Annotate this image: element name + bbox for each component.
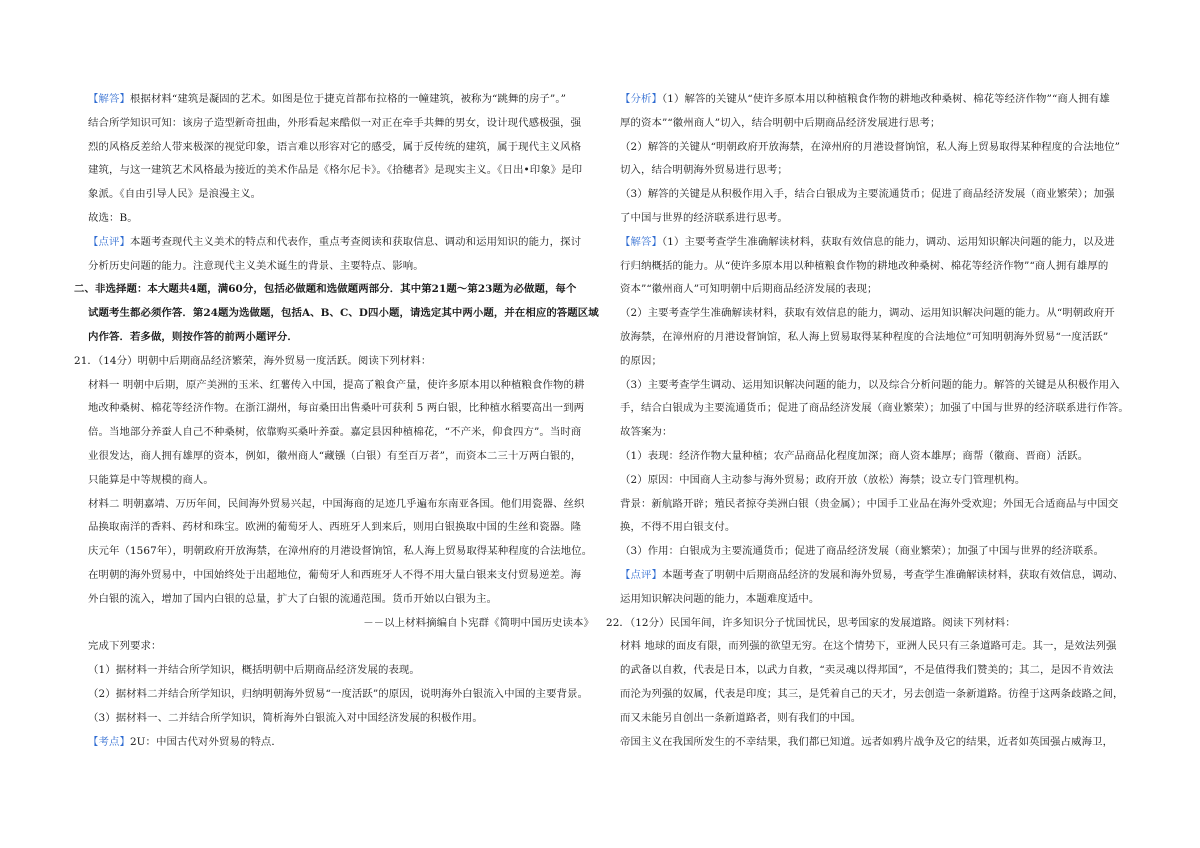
- text: （2）主要考查学生准确解读材料，获取有效信息的能力，调动、运用知识解决问题的能力。从“明朝政府开: [620, 307, 1115, 320]
- right-line-27: [620, 731, 1132, 755]
- right-line-14: [620, 421, 1132, 445]
- right-line-5: [620, 207, 1132, 231]
- q21-line-2: 地改种桑树、棉花等经济作物。在浙江湖州，每亩桑田出售桑叶可获利 5 两白银，比种植水稻要高出一到两: [88, 402, 585, 415]
- right-line-22: [606, 612, 1132, 636]
- text: 故答案为：: [620, 426, 673, 439]
- right-line-4: [620, 183, 1132, 207]
- source-line: －－以上材料摘编自卜宪群《简明中国历史读本》: [363, 616, 594, 629]
- text: 22．（12分）民国年间，许多知识分子忧国忧民，思考国家的发展道路。阅读下列材料：: [606, 616, 1016, 629]
- right-line-11: [620, 350, 1132, 374]
- text: （2）解答的关键从“明朝政府开放海禁，在漳州府的月港设督饷馆，私人海上贸易取得某种程度的合法地位”: [620, 140, 1121, 153]
- text: （3）作用：白银成为主要流通货币；促进了商品经济发展（商业繁荣）；加强了中国与世界的经济联系。: [620, 545, 1105, 558]
- right-line-19: [620, 540, 1132, 564]
- section-heading-line-2: 内作答．若多做，则按作答的前两小题评分．: [88, 330, 298, 343]
- tasks-line-0: 完成下列要求：: [88, 640, 162, 653]
- text: （1）解答的关键从“使许多原本用以种植粮食作物的耕地改种桑树、棉花等经济作物”“商人拥有雄: [661, 93, 1110, 105]
- tasks-line-3: （3）据材料一、二并结合所学知识，简析海外白银流入对中国经济发展的积极作用。: [88, 711, 483, 724]
- q21-line-5: 只能算是中等规模的商人。: [88, 473, 214, 486]
- right-line-18: [620, 516, 1132, 540]
- text: 本题考查现代主义美术的特点和代表作，重点考查阅读和获取信息、调动和运用知识的能力，探讨: [129, 235, 582, 248]
- right-line-7: [620, 255, 1132, 279]
- right-line-2: [620, 136, 1132, 160]
- right-line-1: [620, 112, 1132, 136]
- q21-line-1: 材料一 明朝中后期，原产美洲的玉米、红薯传入中国，提高了粮食产量，使许多原本用以种植粮食作物的耕: [88, 378, 585, 391]
- text: 的武备以自救，代表是日本，以武力自救，“卖灵魂以得邦国”，不是值得我们赞美的；其二，是因不肯效法: [620, 664, 1114, 677]
- right-line-23: [620, 635, 1132, 659]
- q21-line-6: 材料二 明朝嘉靖、万历年间，民间海外贸易兴起，中国海商的足迹几乎遍布东南亚各国。他们用瓷器、丝织: [88, 497, 585, 510]
- right-line-20: [620, 564, 1132, 588]
- tasks-line-2: （2）据材料二并结合所学知识，归纳明朝海外贸易“一度活跃”的原因，说明海外白银流入中国的主要背景。: [88, 687, 589, 700]
- p1-line-3: 建筑，与这一建筑艺术风格最为接近的美术作品是《格尔尼卡》。《拾穗者》是现实主义。《日出•印象》是印: [88, 164, 583, 177]
- section-heading-line-0: 二、非选择题：本大题共4题，满60分，包括必做题和选做题两部分．其中第21题～第23题为必做题，每个: [74, 283, 577, 296]
- text: 了中国与世界的经济联系进行思考。: [620, 211, 788, 224]
- text: （3）解答的关键是从积极作用入手，结合白银成为主要流通货币；促进了商品经济发展（商业繁荣）；加强: [620, 188, 1115, 201]
- text: 而又未能另自创出一条新道路者，则有我们的中国。: [620, 711, 862, 724]
- right-line-3: [620, 159, 1132, 183]
- p1-line-4: 象派。《自由引导人民》是浪漫主义。: [88, 188, 262, 201]
- p1-line-7: 分析历史问题的能力。注意现代主义美术诞生的背景、主要特点、影响。: [88, 259, 424, 272]
- kaodian-line: [88, 731, 600, 755]
- text: 放海禁，在漳州府的月港设督饷馆，私人海上贸易取得某种程度的合法地位”可知明朝海外贸易“一度活跃”: [620, 330, 1109, 343]
- text: 厚的资本”“徽州商人”切入，结合明朝中后期商品经济发展进行思考；: [620, 116, 941, 129]
- right-line-0: [620, 88, 1132, 112]
- text: 本题考查了明朝中后期商品经济的发展和海外贸易，考查学生准确解读材料，获取有效信息，调动、: [661, 568, 1124, 581]
- right-line-16: [620, 469, 1132, 493]
- right-line-13: [620, 397, 1132, 421]
- right-line-26: [620, 707, 1132, 731]
- right-line-10: [620, 326, 1132, 350]
- comment-tag: 【点评】: [88, 235, 130, 248]
- text: （3）主要考查学生调动、运用知识解决问题的能力，以及综合分析问题的能力。解答的关键是从积极作用入: [620, 378, 1120, 391]
- p1-line-2: 烈的风格反差给人带来极深的视觉印象，语言难以形容对它的感受，属于反传统的建筑，属于现代主义风格: [88, 140, 582, 153]
- q21-line-8: 庆元年（1567年），明朝政府开放海禁，在漳州府的月港设督饷馆，私人海上贸易取得某种程度的合法地位。: [88, 545, 593, 558]
- tasks-line-1: （1）据材料一并结合所学知识，概括明朝中后期商品经济发展的表现。: [88, 664, 420, 677]
- text: 2U：中国古代对外贸易的特点．: [129, 735, 282, 748]
- text: 行归纳概括的能力。从“使许多原本用以种植粮食作物的耕地改种桑树、棉花等经济作物”“商人拥有雄厚的: [620, 259, 1109, 272]
- kaodian-tag: 【考点】: [88, 735, 130, 748]
- answer-tag: 【解答】: [88, 93, 130, 105]
- text: 手，结合白银成为主要流通货币；促进了商品经济发展（商业繁荣）；加强了中国与世界的经济联系进行作答。: [620, 402, 1129, 415]
- text: （2）原因：中国商人主动参与海外贸易；政府开放（放松）海禁；设立专门管理机构。: [620, 473, 1026, 486]
- p1-line-0: [88, 88, 600, 112]
- text: 背景：新航路开辟；殖民者掠夺美洲白银（贵金属）；中国手工业品在海外受欢迎；外国无合适商品与中国交: [620, 497, 1119, 510]
- text: 资本”“徽州商人”可知明朝中后期商品经济发展的表现；: [620, 283, 878, 296]
- right-line-6: [620, 231, 1132, 255]
- section-tag: 【解答】: [620, 235, 662, 248]
- right-line-25: [620, 683, 1132, 707]
- left-column: [74, 88, 600, 754]
- q21-line-0: 21．（14分）明朝中后期商品经济繁荣，海外贸易一度活跃。阅读下列材料：: [74, 354, 432, 367]
- right-line-21: [620, 588, 1132, 612]
- text: 材料 地球的面皮有限，而列强的欲望无穷。在这个情势下，亚洲人民只有三条道路可走。其一，是效法列强: [620, 640, 1117, 653]
- right-line-8: [620, 278, 1132, 302]
- q21-line-4: 业很发达，商人拥有雄厚的资本，例如，徽州商人“藏镪（白银）有至百万者”，而资本二三十万两白银的，: [88, 449, 582, 462]
- right-line-17: [620, 493, 1132, 517]
- section-heading-line-1: 试题考生都必须作答．第24题为选做题，包括A、B、C、D四小题，请选定其中两小题，并在相应的答题区域: [88, 307, 599, 320]
- q21-line-10: 外白银的流入，增加了国内白银的总量，扩大了白银的流通范围。货币开始以白银为主。: [88, 592, 498, 605]
- text: （1）主要考查学生准确解读材料，获取有效信息的能力，调动、运用知识解决问题的能力，以及进: [661, 235, 1115, 248]
- p1-line-5: 故选：B。: [88, 211, 138, 224]
- text: 而沦为列强的奴属，代表是印度；其三，是凭着自己的天才，另去创造一条新道路。彷徨于这两条歧路之间，: [620, 687, 1124, 700]
- text: 帝国主义在我国所发生的不幸结果，我们都已知道。远者如鸦片战争及它的结果，近者如英国强占威海卫，: [620, 735, 1114, 748]
- text: 的原因；: [620, 354, 662, 367]
- text: （1）表现：经济作物大量种植；农产品商品化程度加深；商人资本雄厚；商帮（徽商、晋商）活跃。: [620, 449, 1089, 462]
- q21-line-3: 倍。当地部分养蚕人自己不种桑树，依靠购买桑叶养蚕。嘉定县因种植棉花，“不产米，仰食四方”。当时商: [88, 426, 582, 439]
- text: 切入，结合明朝海外贸易进行思考；: [620, 164, 788, 177]
- section-tag: 【点评】: [620, 568, 662, 581]
- text: 根据材料“建筑是凝固的艺术。如图是位于捷克首都布拉格的一幢建筑，被称为“跳舞的房子”。”: [129, 93, 567, 105]
- text: 换，不得不用白银支付。: [620, 521, 736, 534]
- right-line-24: [620, 659, 1132, 683]
- right-column: [606, 88, 1132, 754]
- right-lines: [606, 88, 1132, 754]
- right-line-9: [620, 302, 1132, 326]
- q21-line-7: 品换取南洋的香料、药材和珠宝。欧洲的葡萄牙人、西班牙人到来后，则用白银换取中国的生丝和瓷器。隆: [88, 521, 582, 534]
- text: 运用知识解决问题的能力，本题难度适中。: [620, 592, 820, 605]
- p1-line-6: [88, 231, 600, 255]
- section-tag: 【分析】: [620, 93, 662, 105]
- right-line-15: [620, 445, 1132, 469]
- p1-line-1: 结合所学知识可知：该房子造型新奇扭曲，外形看起来酷似一对正在牵手共舞的男女，设计现代感极强，强: [88, 116, 582, 129]
- q21-line-9: 在明朝的海外贸易中，中国始终处于出超地位，葡萄牙人和西班牙人不得不用大量白银来支付贸易逆差。海: [88, 568, 582, 581]
- right-line-12: [620, 374, 1132, 398]
